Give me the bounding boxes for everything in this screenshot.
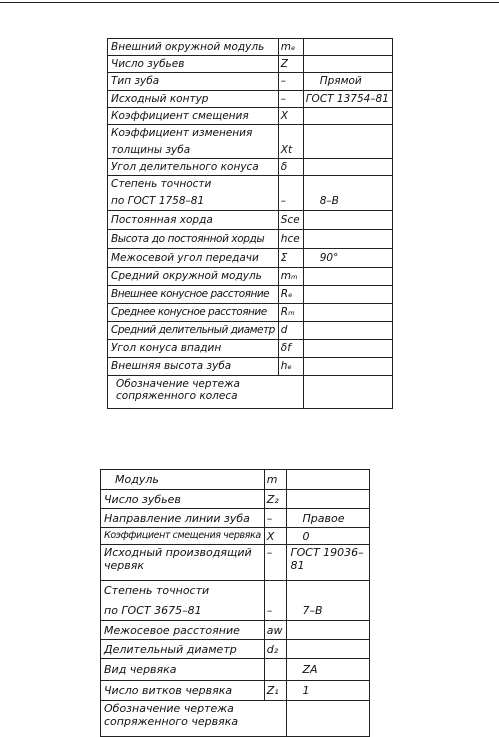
table-row [108, 249, 393, 268]
symbol-cell: – [278, 91, 303, 108]
value-cell [303, 230, 392, 249]
table-row [108, 39, 393, 56]
value-cell [286, 490, 369, 509]
value-cell [286, 640, 369, 659]
symbol-cell: δf [278, 340, 303, 358]
table-row [108, 230, 393, 249]
symbol-cell: hce [278, 230, 303, 249]
symbol-cell [278, 125, 303, 142]
param-cell: Степень точности [108, 176, 279, 193]
table-row [101, 659, 370, 681]
table-row [101, 581, 370, 601]
symbol-cell: mₘ [278, 268, 303, 286]
table-row [101, 509, 370, 528]
table-row [108, 176, 393, 193]
symbol-cell [278, 176, 303, 193]
symbol-cell: – [264, 601, 286, 621]
value-cell [286, 470, 369, 490]
param-cell: толщины зуба [108, 142, 279, 159]
value-cell: 0 [286, 528, 369, 545]
value-cell: Прямой [303, 73, 392, 91]
table-row [101, 640, 370, 659]
symbol-cell: δ [278, 159, 303, 176]
param-cell: Делительный диаметр [101, 640, 265, 659]
param-cell: по ГОСТ 1758–81 [108, 193, 279, 211]
param-cell: Внешнее конусное расстояние [108, 286, 279, 304]
param-cell: Постоянная хорда [108, 211, 279, 230]
value-cell [303, 304, 392, 322]
worm-wheel-parameters-table [100, 469, 370, 737]
table-footer-row [101, 701, 370, 737]
value-cell [303, 159, 392, 176]
param-cell: Степень точности [101, 581, 265, 601]
value-cell [303, 211, 392, 230]
table-row [101, 545, 370, 581]
symbol-cell: Z₂ [264, 490, 286, 509]
param-cell: Модуль [101, 470, 265, 490]
symbol-cell: hₑ [278, 358, 303, 376]
value-cell: ГОСТ 13754–81 [303, 91, 392, 108]
value-cell [303, 142, 392, 159]
table-row [108, 108, 393, 125]
value-cell [303, 268, 392, 286]
symbol-cell [264, 581, 286, 601]
symbol-cell: d₂ [264, 640, 286, 659]
value-cell [303, 108, 392, 125]
param-cell: по ГОСТ 3675–81 [101, 601, 265, 621]
value-cell [303, 340, 392, 358]
value-cell [303, 39, 392, 56]
symbol-cell: Z₁ [264, 681, 286, 701]
table-footer-row [108, 376, 393, 409]
param-cell: Внешняя высота зуба [108, 358, 279, 376]
bevel-gear-parameters-table [107, 38, 393, 409]
top-border-line [0, 2, 499, 3]
table-row [108, 304, 393, 322]
symbol-cell: X [278, 108, 303, 125]
table-row [108, 268, 393, 286]
mating-drawing-value [303, 376, 392, 409]
value-cell: 8–B [303, 193, 392, 211]
param-cell: Коэффициент изменения [108, 125, 279, 142]
mating-drawing-value [286, 701, 369, 737]
symbol-cell: – [264, 509, 286, 528]
table-row [108, 91, 393, 108]
param-cell: Межосевое расстояние [101, 621, 265, 640]
param-cell: Угол делительного конуса [108, 159, 279, 176]
param-cell: Угол конуса впадин [108, 340, 279, 358]
table-row [108, 193, 393, 211]
param-cell: Внешний окружной модуль [108, 39, 279, 56]
param-cell: Средний делительный диаметр [108, 322, 279, 340]
value-cell: ZA [286, 659, 369, 681]
param-cell: Тип зуба [108, 73, 279, 91]
symbol-cell [264, 659, 286, 681]
value-cell [303, 322, 392, 340]
param-cell: Направление линии зуба [101, 509, 265, 528]
table-row [108, 125, 393, 142]
table-row [108, 340, 393, 358]
value-cell: 7–B [286, 601, 369, 621]
symbol-cell: – [264, 545, 286, 581]
value-cell: ГОСТ 19036–81 [286, 545, 369, 581]
table-row [108, 159, 393, 176]
param-cell: Исходный контур [108, 91, 279, 108]
symbol-cell: aw [264, 621, 286, 640]
param-cell: Коэффициент смещения червяка [101, 528, 265, 545]
value-cell [303, 56, 392, 73]
value-cell [303, 358, 392, 376]
table-row [108, 322, 393, 340]
param-cell: Высота до постоянной хорды [108, 230, 279, 249]
symbol-cell: d [278, 322, 303, 340]
symbol-cell: Sce [278, 211, 303, 230]
table-row [108, 142, 393, 159]
table-row [108, 211, 393, 230]
table-row [108, 286, 393, 304]
value-cell: 90° [303, 249, 392, 268]
param-cell: Исходный производящий червяк [101, 545, 265, 581]
table-row [101, 601, 370, 621]
value-cell [303, 125, 392, 142]
value-cell [303, 286, 392, 304]
symbol-cell: X [264, 528, 286, 545]
param-cell: Число зубьев [108, 56, 279, 73]
table-row [108, 73, 393, 91]
value-cell: 1 [286, 681, 369, 701]
symbol-cell: Xt [278, 142, 303, 159]
symbol-cell: Rₑ [278, 286, 303, 304]
symbol-cell: m [264, 470, 286, 490]
table-row [101, 490, 370, 509]
symbol-cell: Rₘ [278, 304, 303, 322]
table-row [101, 681, 370, 701]
param-cell: Число витков червяка [101, 681, 265, 701]
param-cell: Число зубьев [101, 490, 265, 509]
param-cell: Межосевой угол передачи [108, 249, 279, 268]
table-row [108, 56, 393, 73]
symbol-cell: Σ [278, 249, 303, 268]
value-cell [303, 176, 392, 193]
value-cell [286, 581, 369, 601]
value-cell: Правое [286, 509, 369, 528]
param-cell: Вид червяка [101, 659, 265, 681]
param-cell: Среднее конусное расстояние [108, 304, 279, 322]
symbol-cell: – [278, 73, 303, 91]
table-row [101, 528, 370, 545]
value-cell [286, 621, 369, 640]
symbol-cell: Z [278, 56, 303, 73]
symbol-cell: – [278, 193, 303, 211]
symbol-cell: mₑ [278, 39, 303, 56]
param-cell: Средний окружной модуль [108, 268, 279, 286]
table-row [108, 358, 393, 376]
mating-drawing-label: Обозначение чертежа сопряженного колеса [108, 376, 304, 409]
table-row [101, 470, 370, 490]
table-row [101, 621, 370, 640]
param-cell: Коэффициент смещения [108, 108, 279, 125]
mating-drawing-label: Обозначение чертежа сопряженного червяка [101, 701, 287, 737]
